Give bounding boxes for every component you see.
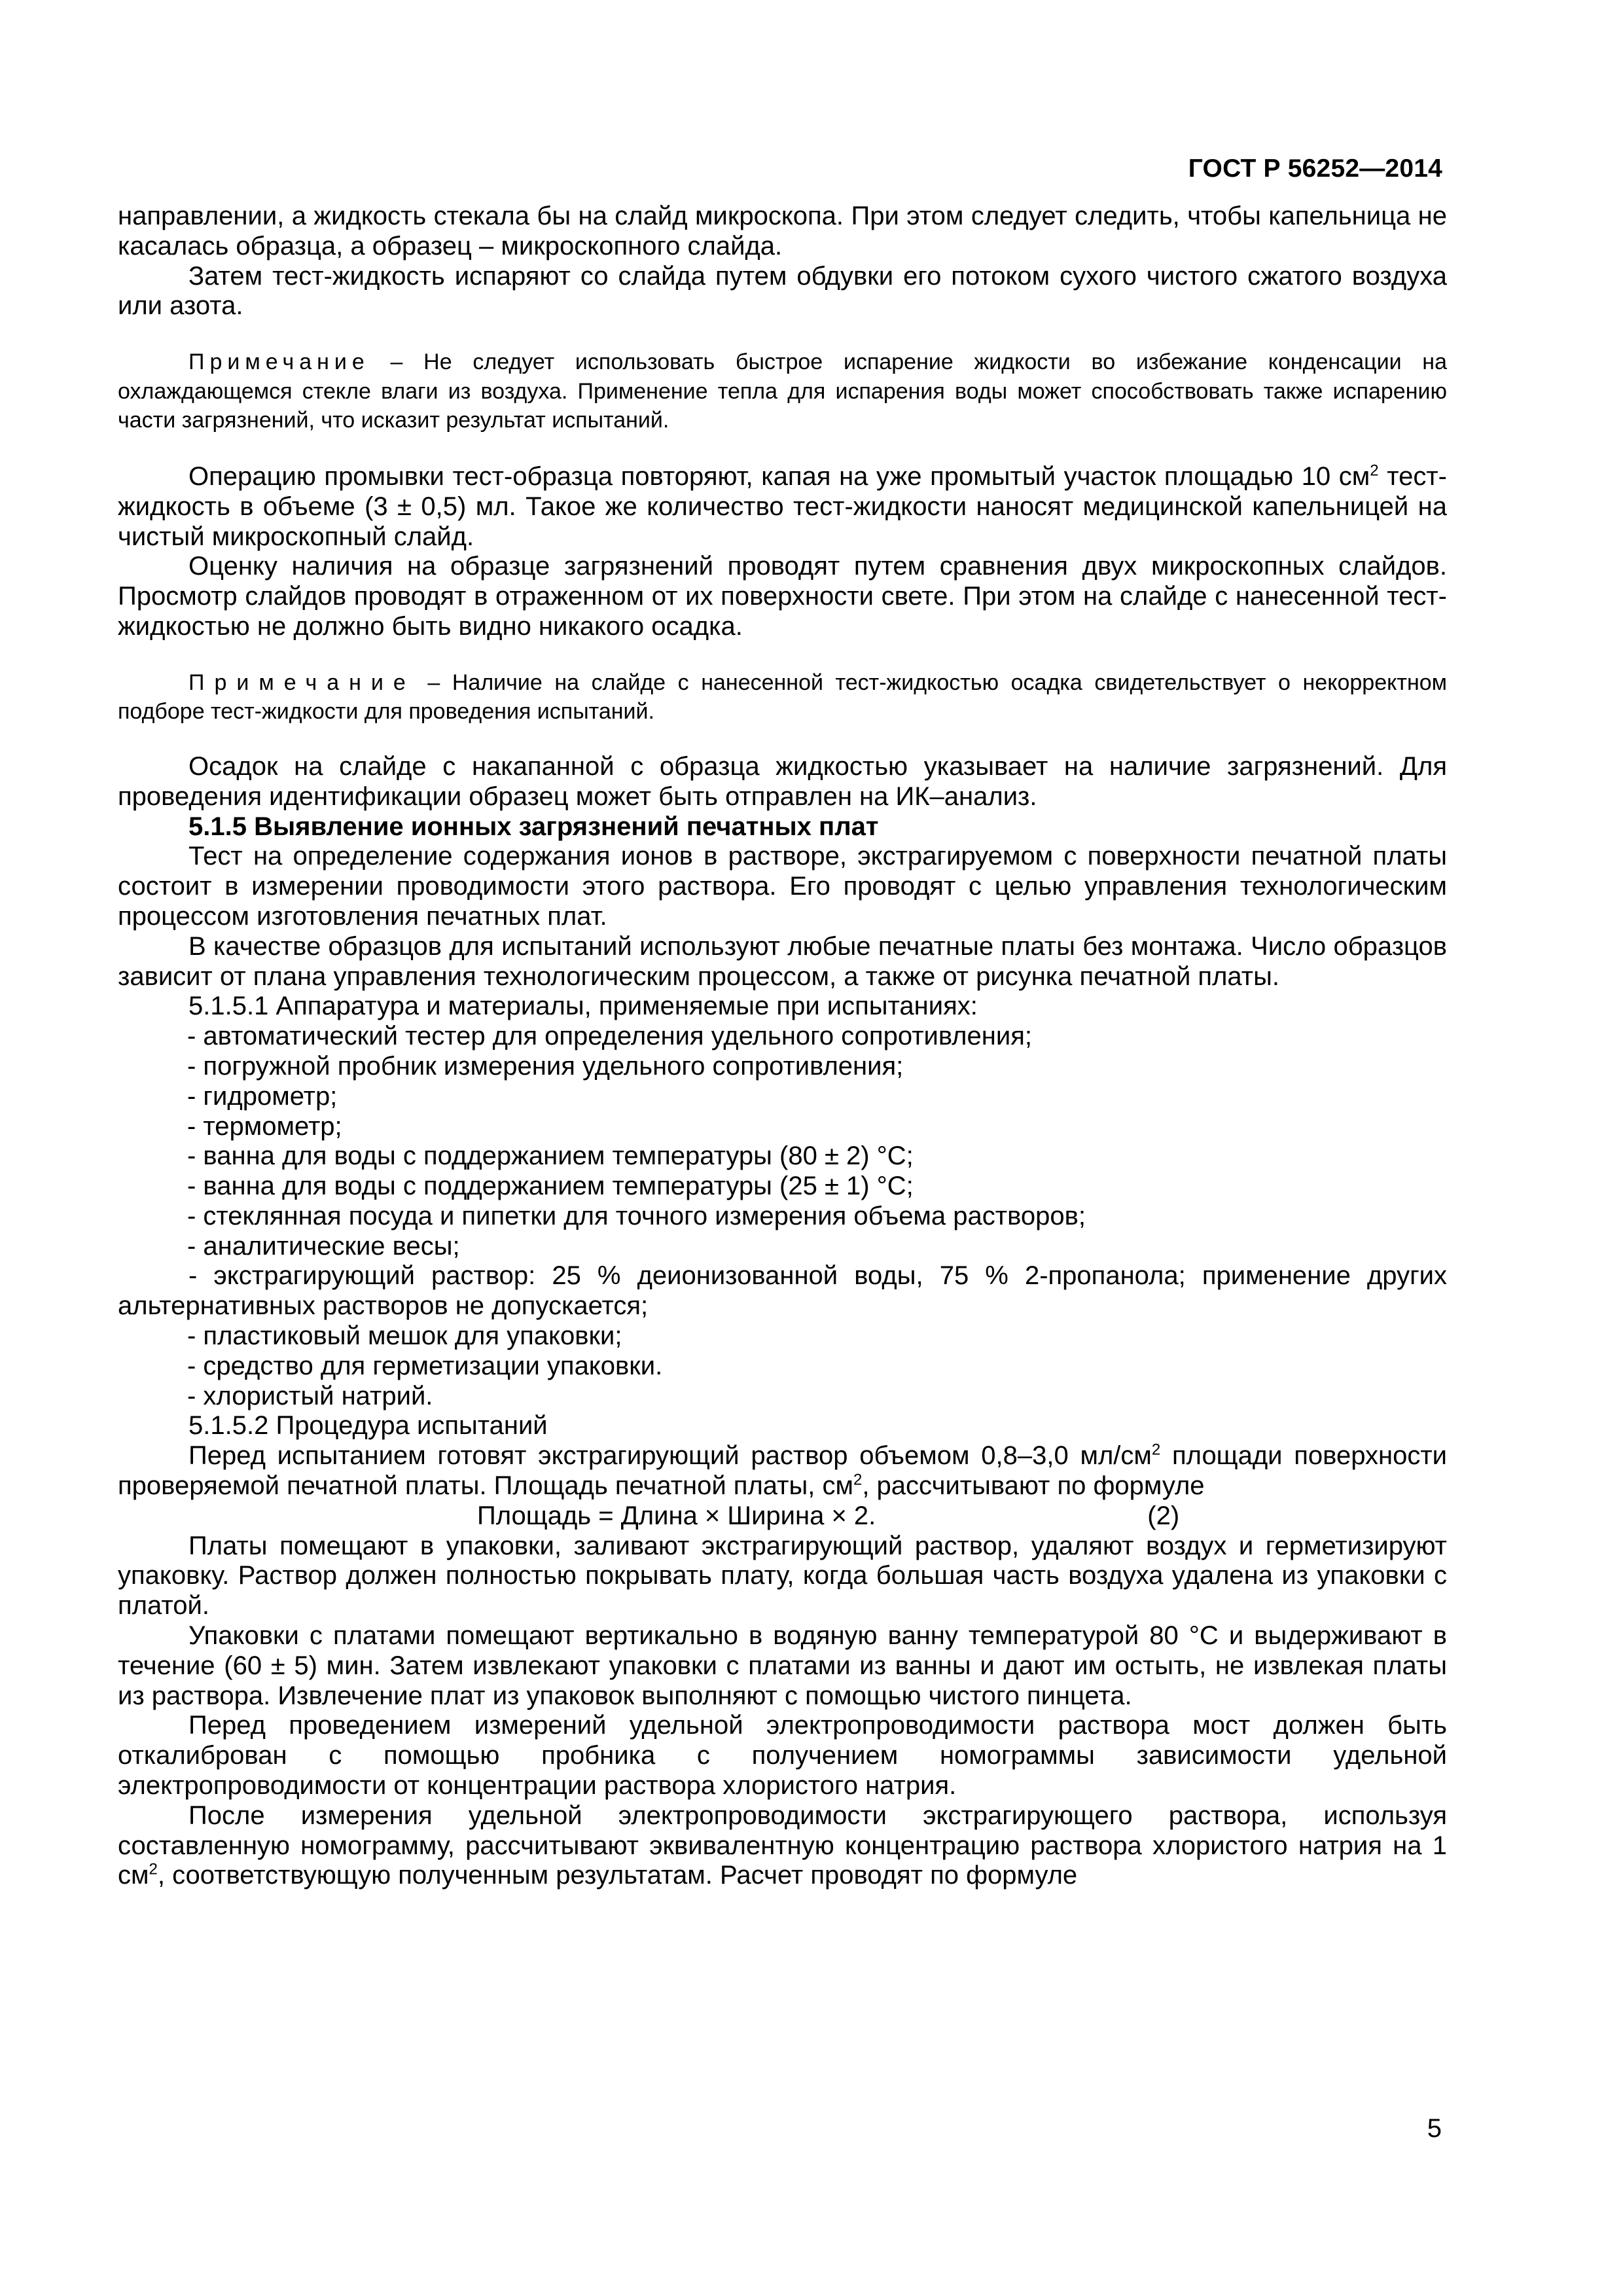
note-text: – Наличие на слайде с нанесенной тест-жидкостью осадка свидетельствует о некорректном подборе тест-жидкости для проведения испытаний. (118, 670, 1447, 725)
paragraph: Перед испытанием готовят экстрагирующий раствор объемом 0,8–3,0 $мл/см^2$ площади поверхности проверяемой печатной платы. Площадь печатной платы, $см^2$, рассчитывают по формуле (118, 1441, 1448, 1501)
formula-number: (2) (1147, 1501, 1180, 1530)
subsection-5-1-5-1: 5.1.5.1 Аппаратура и материалы, применяемые при испытаниях: (188, 992, 978, 1021)
superscript: 2 (149, 1861, 158, 1879)
paragraph: Оценку наличия на образце загрязнений проводят путем сравнения двух микроскопных слайдов. Просмотр слайдов проводят в отраженном от их поверхности свете. При этом на слайде с нанесенной тест-жидкостью не должно быть видно никакого осадка. (118, 552, 1447, 641)
list-item: - погружной пробник измерения удельного сопротивления; (187, 1051, 904, 1081)
formula-text: Площадь = Длина × Ширина × 2. (477, 1501, 876, 1530)
paragraph: направлении, а жидкость стекала бы на слайд микроскопа. При этом следует следить, чтобы капельница не касалась образца, а образец – микроскопного слайда. (118, 202, 1447, 260)
paragraph: Платы помещают в упаковки, заливают экстрагирующий раствор, удаляют воздух и герметизируют упаковку. Раствор должен полностью покрывать плату, когда большая часть воздуха удалена из упаковки с платой. (118, 1531, 1447, 1621)
document-code-header: ГОСТ Р 56252—2014 (1188, 154, 1442, 183)
superscript: 2 (1151, 1441, 1161, 1459)
list-item: - ванна для воды с поддержанием температуры (80 ± 2) °С; (187, 1141, 914, 1171)
note-label: Примечание (188, 670, 416, 695)
note-label: Примечание (188, 350, 370, 375)
paragraph: Операцию промывки тест-образца повторяют, капая на уже промытый участок площадью 10 $см^2$ тест-жидкость в объеме (3 ± 0,5) мл. Такое же количество тест-жидкости наносят медицинской капельницей на чистый микроскопный слайд. (118, 461, 1447, 551)
paragraph: В качестве образцов для испытаний используют любые печатные платы без монтажа. Число образцов зависит от плана управления технологическим процессом, а также от рисунка печатной платы. (118, 931, 1447, 991)
note-1 (118, 348, 1447, 435)
page-body (118, 202, 1447, 1891)
list-item: - автоматический тестер для определения удельного сопротивления; (187, 1022, 1032, 1051)
list-item: - термометр; (187, 1111, 342, 1141)
subsection-5-1-5-2: 5.1.5.2 Процедура испытаний (188, 1411, 548, 1441)
section-heading-5-1-5: 5.1.5 Выявление ионных загрязнений печатных плат (188, 812, 879, 841)
superscript: 2 (853, 1471, 863, 1489)
note-text: – Не следует использовать быстрое испарение жидкости во избежание конденсации на охлаждающемся стекле влаги из воздуха. Применение тепла для испарения воды может способствовать также испарению части загрязнений, что исказит результат испытаний. (118, 350, 1447, 433)
superscript: 2 (1370, 461, 1379, 480)
list-item: - средство для герметизации упаковки. (187, 1351, 663, 1380)
list-item: - ванна для воды с поддержанием температуры (25 ± 1) °С; (187, 1172, 914, 1201)
page-number: 5 (1427, 2114, 1442, 2143)
formula-2 (118, 1501, 1447, 1532)
note-2 (118, 668, 1447, 726)
paragraph: Тест на определение содержания ионов в растворе, экстрагируемом с поверхности печатной платы состоит в измерении проводимости этого раствора. Его проводят с целью управления технологическим процессом изготовления печатных плат. (118, 842, 1447, 931)
paragraph: Перед проведением измерений удельной электропроводимости раствора мост должен быть откалиброван с помощью пробника с получением номограммы зависимости удельной электропроводимости от концентрации раствора хлористого натрия. (118, 1711, 1447, 1801)
paragraph: Упаковки с платами помещают вертикально в водяную ванну температурой 80 °С и выдерживают в течение (60 ± 5) мин. Затем извлекают упаковки с платами из ванны и дают им остыть, не извлекая платы из раствора. Извлечение плат из упаковок выполняют с помощью чистого пинцета. (118, 1621, 1447, 1710)
list-item: - экстрагирующий раствор: 25 % деионизованной воды, 75 % 2-пропанола; применение других альтернативных растворов не допускается; (118, 1261, 1447, 1321)
paragraph: После измерения удельной электропроводимости экстрагирующего раствора, используя составленную номограмму, рассчитывают эквивалентную концентрацию раствора хлористого натрия на 1 $см^2$, соответствующую полученным результатам. Расчет проводят по формуле (118, 1801, 1447, 1890)
paragraph: Осадок на слайде с накапанной с образца жидкостью указывает на наличие загрязнений. Для проведения идентификации образец может быть отправлен на ИК–анализ. (118, 751, 1447, 811)
list-item: - пластиковый мешок для упаковки; (187, 1321, 622, 1351)
list-item: - хлористый натрий. (187, 1381, 433, 1410)
list-item: - стеклянная посуда и пипетки для точного измерения объема растворов; (187, 1201, 1086, 1230)
list-item: - гидрометр; (187, 1081, 338, 1111)
paragraph: Затем тест-жидкость испаряют со слайда путем обдувки его потоком сухого чистого сжатого воздуха или азота. (118, 261, 1447, 321)
list-item: - аналитические весы; (187, 1231, 460, 1261)
